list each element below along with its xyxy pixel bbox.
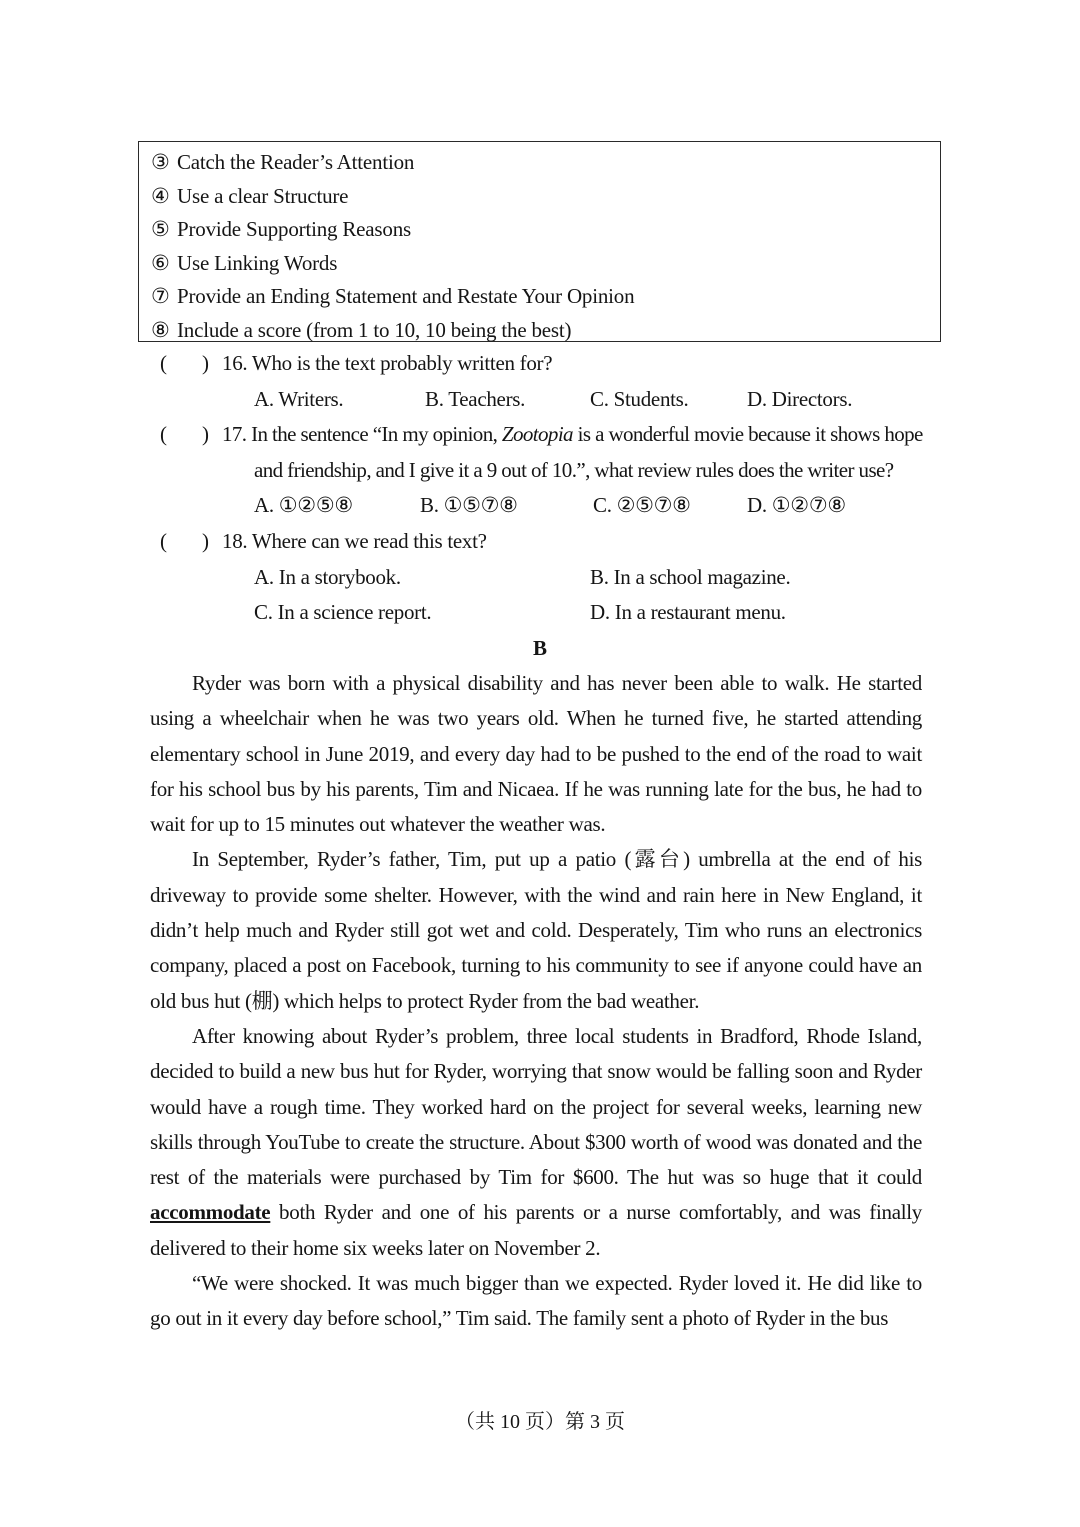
passage-paragraph: “We were shocked. It was much bigger than we expected. Ryder loved it. He did like to go out in it every day before school,” Tim said. The family sent a photo of Ryder in the bus [150, 1271, 922, 1331]
passage-paragraph: Ryder was born with a physical disability and has never been able to walk. He started using a wheelchair when he was two years old. When he turned five, he started attending elementary school in June 2019, and every day had to be pushed to the end of the road to wait for his school bus by his parents, Tim and Nicaea. If he was running late for the bus, he had to wait for up to 15 minutes out whatever the weather was. [150, 671, 922, 837]
question-text-continued: and friendship, and I give it a 9 out of 10.”, what review rules does the writer use? [254, 457, 894, 482]
option-d: D. Directors. [747, 386, 853, 411]
option-c: C. Students. [590, 386, 689, 411]
option-c: C. ②⑤⑦⑧ [593, 493, 691, 517]
option-a: A. ①②⑤⑧ [254, 493, 353, 517]
option-a: A. Writers. [254, 386, 344, 411]
rule-item: ⑦ Provide an Ending Statement and Restate Your Opinion [151, 284, 635, 309]
option-b: B. ①⑤⑦⑧ [420, 493, 518, 517]
option-d: D. In a restaurant menu. [590, 600, 786, 624]
answer-bracket-close: ) [202, 422, 209, 446]
answer-bracket-close: ) [202, 351, 209, 375]
option-c: C. In a science report. [254, 600, 432, 624]
question-text: 16. Who is the text probably written for? [222, 351, 553, 375]
question-text: 18. Where can we read this text? [222, 529, 487, 553]
review-rules-box [138, 141, 941, 342]
question-18 [150, 524, 930, 631]
question-17 [150, 417, 930, 524]
reading-passage [150, 666, 922, 1337]
passage-paragraph: In September, Ryder’s father, Tim, put up a patio (露台) umbrella at the end of his driveway to provide some shelter. However, with the wind and rain here in New England, it didn’t help much and Ryder still got wet and cold. Desperately, Tim who runs an electronics company, placed a post on Facebook, turning to his community to see if anyone could have an old bus hut (棚) which helps to protect Ryder from the bad weather. [150, 847, 922, 1013]
rule-item: ④ Use a clear Structure [151, 183, 349, 208]
option-b: B. In a school magazine. [590, 564, 791, 589]
option-d: D. ①②⑦⑧ [747, 493, 846, 517]
rule-item: ⑥ Use Linking Words [151, 250, 338, 275]
answer-bracket-open[interactable]: ( [160, 422, 167, 446]
option-b: B. Teachers. [425, 386, 526, 411]
answer-bracket-open[interactable]: ( [160, 529, 167, 553]
answer-bracket-close: ) [202, 529, 209, 553]
rule-item: ③ Catch the Reader’s Attention [151, 150, 415, 174]
rule-item: ⑧ Include a score (from 1 to 10, 10 being the best) [151, 317, 572, 342]
option-a: A. In a storybook. [254, 564, 401, 589]
question-16 [150, 346, 930, 417]
question-text: 17. In the sentence “In my opinion, Zootopia is a wonderful movie because it shows hope [222, 422, 923, 446]
rule-item: ⑤ Provide Supporting Reasons [151, 217, 411, 242]
passage-paragraph: After knowing about Ryder’s problem, three local students in Bradford, Rhode Island, decided to build a new bus hut for Ryder, worrying that snow would be falling soon and Ryder would have a rough time. They worked hard on the project for several weeks, learning new skills through YouTube to create the structure. About $300 worth of wood was donated and the rest of the materials were purchased by Tim for $600. The hut was so huge that it could accommodate both Ryder and one of his parents or a nurse comfortably, and was finally delivered to their home six weeks later on November 2. [150, 1023, 922, 1260]
highlighted-word: accommodate [150, 1200, 271, 1225]
page-number: （共 10 页）第 3 页 [455, 1411, 625, 1433]
section-heading: B [532, 636, 547, 660]
answer-bracket-open[interactable]: ( [160, 351, 167, 375]
